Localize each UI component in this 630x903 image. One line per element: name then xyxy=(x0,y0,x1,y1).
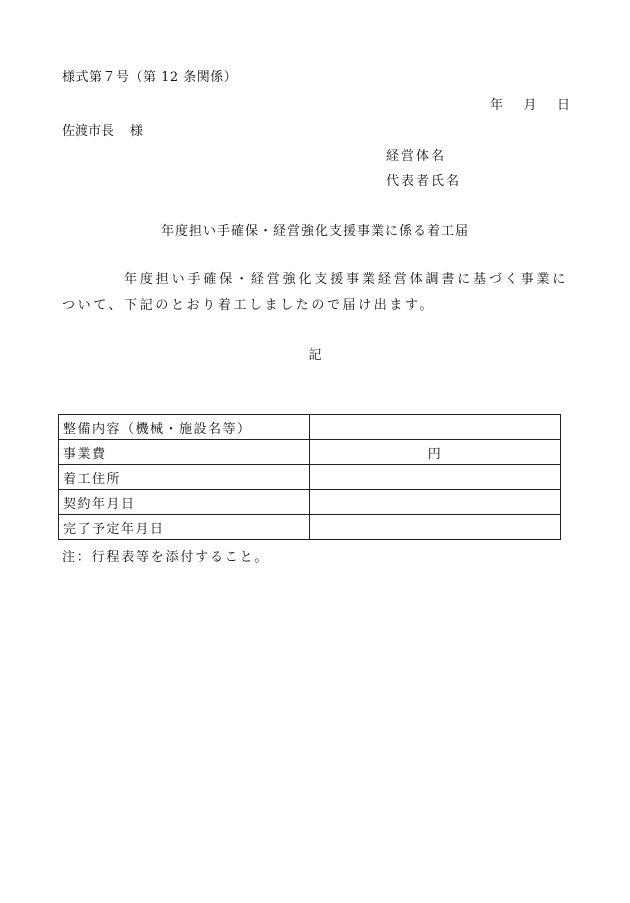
row-value xyxy=(310,465,561,490)
table-row xyxy=(59,465,561,490)
addressee-name: 佐渡市長 xyxy=(62,124,115,139)
business-name-label: 経営体名 xyxy=(386,149,447,164)
document-title: 年度担い手確保・経営強化支援事業に係る着工届 xyxy=(160,224,469,239)
row-value xyxy=(310,490,561,515)
table-row xyxy=(59,515,561,540)
attachment-note: 注：行程表等を添付すること。 xyxy=(62,550,270,565)
row-value: 円 xyxy=(310,440,561,465)
row-value xyxy=(310,415,561,440)
details-table xyxy=(58,414,561,540)
table-row xyxy=(59,440,561,465)
row-label: 着工住所 xyxy=(59,465,310,490)
body-paragraph: 年度担い手確保・経営強化支援事業経営体調書に基づく事業について、下記のとおり着工しましたので届け出ます。 xyxy=(62,272,568,313)
row-label: 完了予定年月日 xyxy=(59,515,310,540)
row-label: 整備内容（機械・施設名等） xyxy=(59,415,310,440)
row-value xyxy=(310,515,561,540)
date-line xyxy=(490,94,570,113)
ki-heading: 記 xyxy=(308,348,322,363)
date-day-label: 日 xyxy=(556,98,570,113)
row-label: 契約年月日 xyxy=(59,490,310,515)
table-row xyxy=(59,490,561,515)
addressee xyxy=(62,120,143,139)
table-row xyxy=(59,415,561,440)
date-month-label: 月 xyxy=(523,98,537,113)
addressee-honorific: 様 xyxy=(130,124,144,139)
row-label: 事業費 xyxy=(59,440,310,465)
form-number: 様式第７号（第 12 条関係） xyxy=(62,70,238,85)
representative-name-label: 代表者氏名 xyxy=(386,174,462,189)
date-year-label: 年 xyxy=(490,98,504,113)
